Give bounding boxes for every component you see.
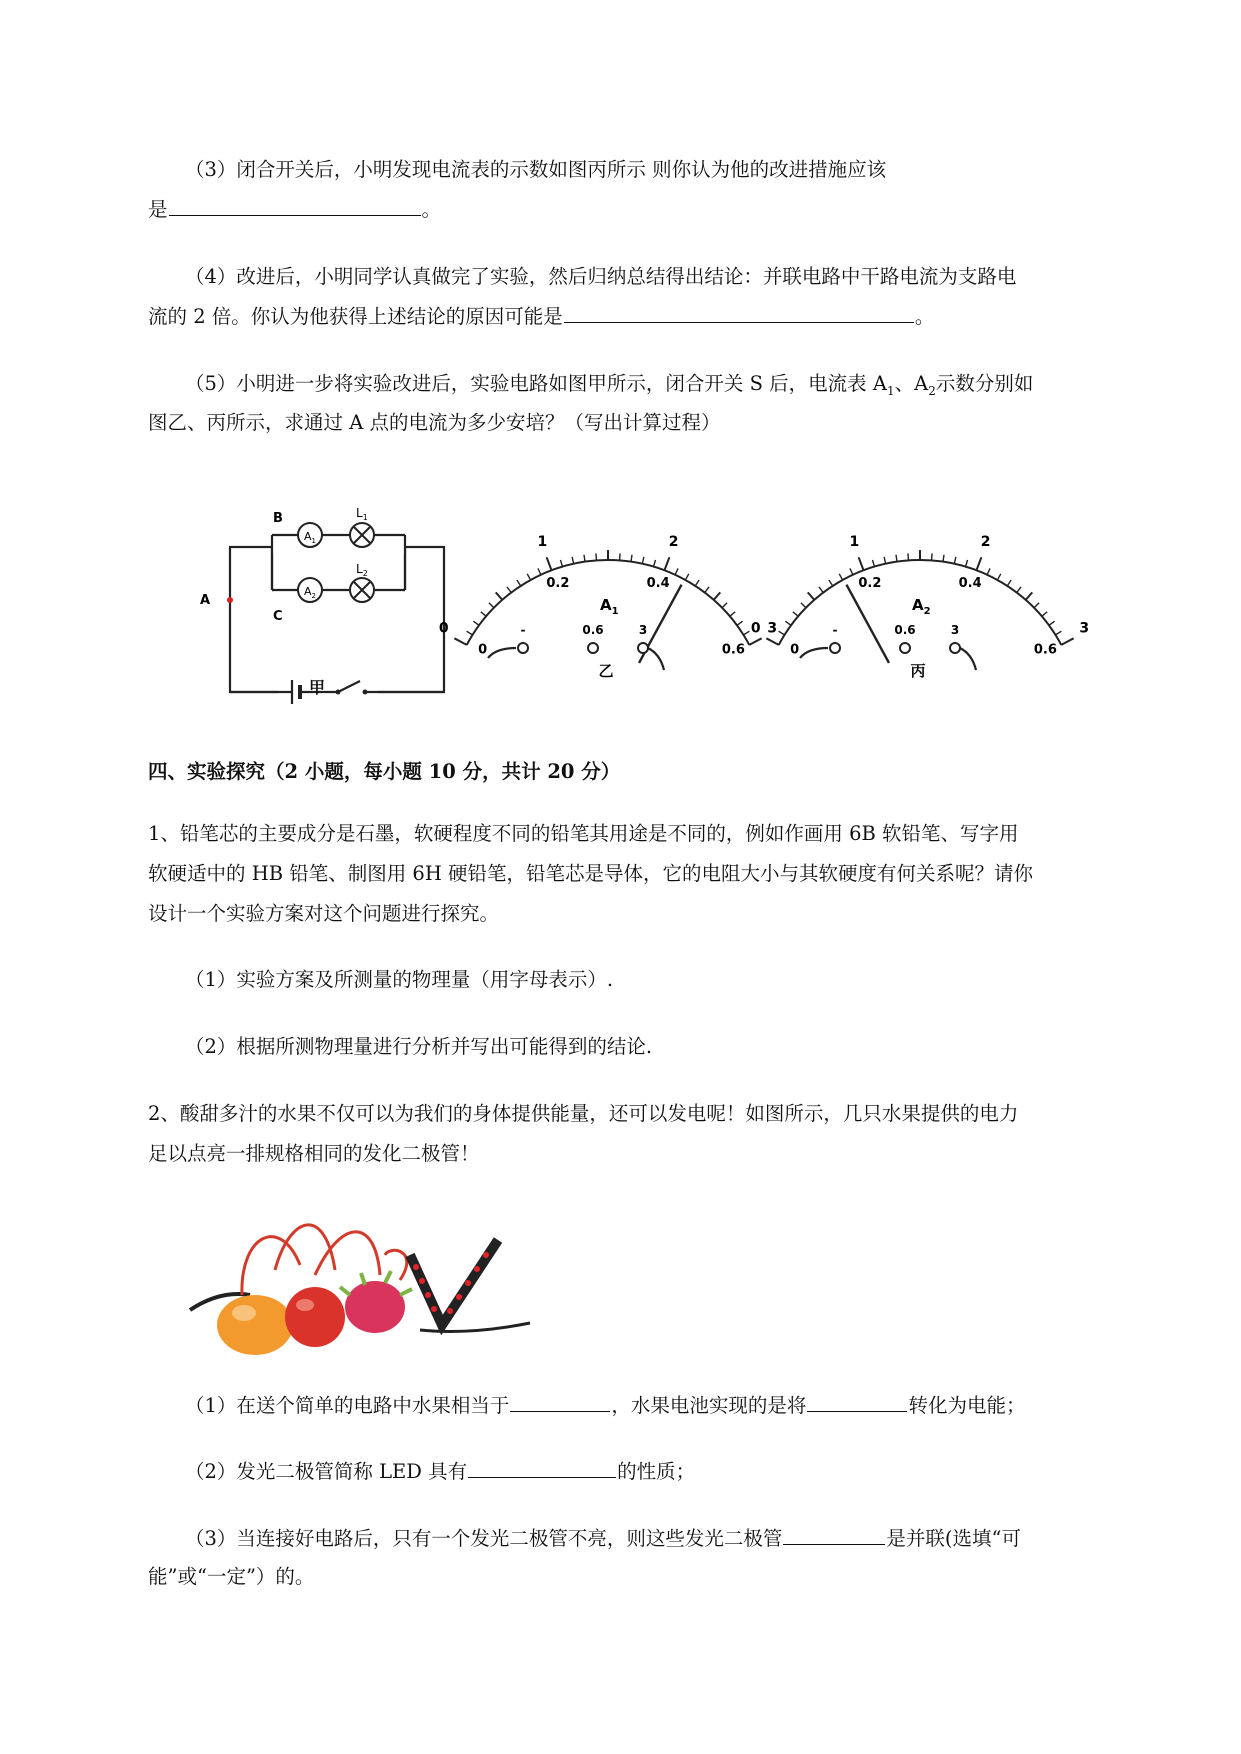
meter-bing-tick (1034, 603, 1039, 608)
meter-yi-tick (507, 587, 511, 593)
circuit-diagram-jia (190, 495, 460, 705)
meter-yi-tick (572, 557, 574, 564)
q4-line-1: （4）改进后，小明同学认真做完了实验，然后归纳总结得出结论：并联电路中干路电流为支路电 (185, 265, 1017, 288)
meter-yi-tick (473, 621, 479, 625)
p2-sub1-blank-1[interactable] (510, 1391, 610, 1412)
p2-sub-3-line-2: 能”或“一定”）的。 (148, 1565, 315, 1588)
meter-bing-tick (808, 592, 815, 600)
meter-yi-tick (695, 580, 699, 586)
meter-yi-tick (596, 553, 597, 560)
ammeter-a1-label: $A_1$ (304, 530, 316, 545)
meter-yi-caption: 乙 (598, 662, 614, 680)
meter-bing-tick (1055, 631, 1061, 635)
meter-yi-tick (749, 638, 761, 645)
meter-yi-tick (496, 592, 503, 600)
lamp-l2-label: $L_2$ (356, 562, 368, 578)
meter-bing-tick (1007, 580, 1011, 586)
meter-bing-tick (966, 560, 968, 567)
meter-bing-tick (1061, 638, 1073, 645)
meter-yi-tick (467, 631, 473, 635)
meter-bing-top-label: 3 (1079, 620, 1090, 637)
meter-bing-tick (850, 568, 853, 574)
meter-bing-tick (819, 587, 823, 593)
q5-line-1: （5）小明进一步将实验改进后，实验电路如图甲所示，闭合开关 S 后，电流表 $A_1$、$A_2$示数分别如 (185, 372, 1034, 398)
q5-line-2: 图乙、丙所示，求通过 A 点的电流为多少安培？（写出计算过程） (148, 411, 721, 434)
dragonfruit (345, 1281, 405, 1333)
meter-bing-tick (908, 553, 909, 560)
p2-line-1: 2、酸甜多汁的水果不仅可以为我们的身体提供能量，还可以发电呢！如图所示，几只水果提供的电力 (148, 1102, 1019, 1125)
meter-bing-terminal-label: 3 (950, 623, 960, 637)
meter-yi-tick (489, 603, 494, 608)
meter-yi-tick (620, 553, 621, 560)
meter-bing-tick (1049, 621, 1055, 625)
meter-bing-tick (859, 557, 864, 570)
meter-bing-tick (872, 560, 874, 567)
p1-line-1: 1、铅笔芯的主要成分是石墨，软硬程度不同的铅笔其用途是不同的，例如作画用 6B 软铅笔、写字用 (148, 822, 1019, 845)
meter-bing-terminal (950, 643, 960, 653)
meter-yi-bottom-label: 0.4 (646, 576, 670, 592)
q4-answer-blank[interactable] (564, 302, 914, 323)
p2-sub2-blank[interactable] (468, 1457, 616, 1478)
meter-yi-tick (584, 555, 585, 562)
meter-yi-tick (560, 560, 562, 567)
meter-yi-tick (705, 587, 709, 593)
meter-bing-bottom-label: 0.6 (1033, 642, 1057, 658)
meter-bing-tick (997, 574, 1000, 580)
ammeter-a2-label: $A_2$ (304, 585, 316, 600)
meter-bing-tick (954, 557, 956, 564)
meter-bing-meter-name: $A_2$ (912, 596, 931, 617)
meter-bing-caption: 丙 (910, 662, 926, 680)
orange-fruit (217, 1295, 293, 1355)
meter-yi-tick (722, 603, 727, 608)
lamp-l1-label: $L_1$ (356, 506, 368, 522)
meter-yi-top-label: 2 (668, 533, 679, 550)
fruit-battery-photo (180, 1195, 540, 1355)
q3-line-1: （3）闭合开关后，小明发现电流表的示数如图丙所示 则你认为他的改进措施应该 (185, 158, 887, 181)
p2-sub1-blank-2[interactable] (807, 1391, 907, 1412)
q3-line-2: 是 。 (148, 195, 441, 224)
meter-bing-needle (846, 585, 888, 663)
meter-bing-tick (801, 603, 806, 608)
meter-yi-tick (743, 631, 749, 635)
meter-yi-tick (685, 574, 688, 580)
meter-bing-bottom-label: 0.2 (858, 576, 882, 592)
meter-yi-top-label: 3 (767, 620, 778, 637)
caption-jia-text: 甲 (309, 678, 326, 697)
meter-bing-tick (932, 553, 933, 560)
meter-bing-terminal (830, 643, 840, 653)
meter-bing-top-label: 2 (980, 533, 991, 550)
meter-bing-bottom-label: 0 (790, 642, 800, 658)
red-wire (242, 1237, 300, 1295)
meter-yi-terminal (518, 643, 528, 653)
meter-bing-tick (793, 612, 798, 617)
meter-bing-tick (839, 574, 842, 580)
p2-line-2: 足以点亮一排规格相同的发化二极管！ (148, 1142, 480, 1165)
label-a: A (200, 593, 211, 608)
meter-bing-terminal-label: 0.6 (894, 623, 916, 637)
meter-bing-terminal-label: - (832, 623, 838, 637)
meter-yi-terminal (638, 643, 648, 653)
meter-bing-tick (1026, 592, 1033, 600)
meter-bing-terminal (900, 643, 910, 653)
meter-yi-meter-name: $A_1$ (600, 596, 619, 617)
section-4-heading: 四、实验探究（2 小题，每小题 10 分，共计 20 分） (148, 760, 621, 783)
meter-bing-top-label: 0 (750, 620, 761, 637)
meter-yi-tick (714, 592, 721, 600)
meter-bing-tick (1042, 612, 1047, 617)
meter-yi-terminal (588, 643, 598, 653)
p1-sub-1: （1）实验方案及所测量的物理量（用字母表示）. (185, 968, 614, 991)
p2-sub-2: （2）发光二极管简称 LED 具有 的性质； (185, 1457, 695, 1486)
meter-yi-tick (730, 612, 735, 617)
meter-yi-tick (631, 555, 632, 562)
label-c: C (273, 609, 283, 624)
p1-line-2: 软硬适中的 HB 铅笔、制图用 6H 硬铅笔，铅笔芯是导体，它的电阻大小与其软硬度有何关系呢？请你 (148, 862, 1034, 885)
meter-yi-bottom-label: 0 (478, 642, 488, 658)
meter-bing-bottom-label: 0.4 (958, 576, 982, 592)
q4-line-2: 流的 2 倍。你认为他获得上述结论的原因可能是 。 (148, 302, 934, 331)
meter-bing-tick (896, 555, 897, 562)
meter-bing-tick (829, 580, 833, 586)
meter-bing-tick (976, 557, 981, 570)
meter-bing-tick (884, 557, 886, 564)
p2-sub-1: （1）在送个简单的电路中水果相当于 ，水果电池实现的是将 转化为电能； (185, 1391, 1025, 1420)
meter-yi-bottom-label: 0.6 (721, 642, 745, 658)
meter-yi-top-label: 1 (537, 533, 548, 550)
p1-line-3: 设计一个实验方案对这个问题进行探究。 (148, 902, 500, 925)
meter-yi-tick (538, 568, 541, 574)
p1-sub-2: （2）根据所测物理量进行分析并写出可能得到的结论. (185, 1035, 653, 1058)
meter-yi-terminal-label: 3 (638, 623, 648, 637)
meter-yi-tick (737, 621, 743, 625)
ammeter-dial-yi (438, 490, 778, 680)
meter-bing-tick (943, 555, 944, 562)
meter-yi-tick (481, 612, 486, 617)
meter-bing-top-label: 1 (849, 533, 860, 550)
meter-bing-tick (779, 631, 785, 635)
meter-bing-tick (1017, 587, 1021, 593)
meter-yi-top-label: 0 (438, 620, 449, 637)
q3-answer-blank[interactable] (169, 195, 421, 216)
label-b: B (273, 511, 283, 526)
meter-yi-tick (642, 557, 644, 564)
meter-yi-bottom-label: 0.2 (546, 576, 570, 592)
meter-yi-tick (664, 557, 669, 570)
meter-yi-tick (517, 580, 521, 586)
p2-sub-3: （3）当连接好电路后，只有一个发光二极管不亮，则这些发光二极管 是并联(选填“可 (185, 1524, 1021, 1553)
meter-yi-tick (654, 560, 656, 567)
meter-yi-terminal-label: - (520, 623, 526, 637)
meter-yi-tick (527, 574, 530, 580)
meter-yi-terminal-label: 0.6 (582, 623, 604, 637)
meter-bing-tick (987, 568, 990, 574)
tomato-fruit (285, 1287, 345, 1347)
meter-bing-tick (785, 621, 791, 625)
p2-sub3-blank[interactable] (783, 1524, 885, 1545)
meter-yi-tick (547, 557, 552, 570)
meter-bing-tick (766, 638, 778, 645)
ammeter-dial-bing (750, 490, 1090, 680)
meter-yi-tick (675, 568, 678, 574)
